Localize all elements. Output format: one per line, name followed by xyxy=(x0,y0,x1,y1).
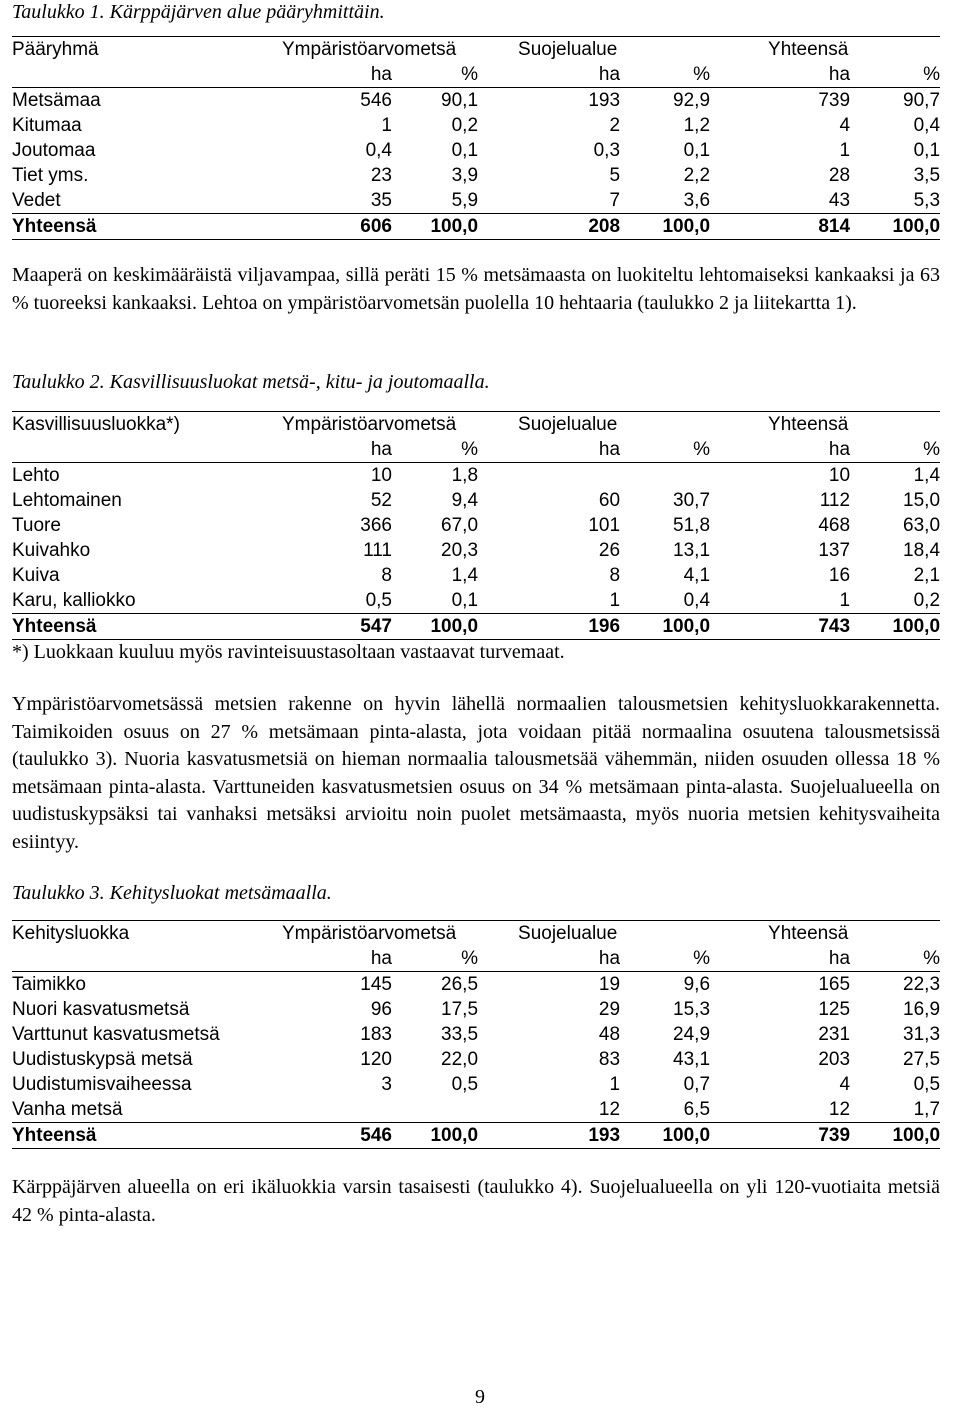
table-cell: 30,7 xyxy=(673,490,711,511)
table-cell: 90,1 xyxy=(441,90,479,111)
table-cell: 0,4 xyxy=(913,115,941,136)
table-cell: 43,1 xyxy=(673,1049,711,1070)
table-cell: 26 xyxy=(598,540,621,561)
table-cell: 112 xyxy=(819,490,851,511)
unit-header: ha xyxy=(710,437,850,463)
table-row xyxy=(12,997,940,1022)
row-label: Varttunut kasvatusmetsä xyxy=(12,1024,220,1045)
table-cell: 0,4 xyxy=(365,140,392,161)
header-row xyxy=(12,921,940,947)
table-cell: 1,4 xyxy=(913,465,941,486)
total-cell: 739 xyxy=(710,1123,850,1149)
table-cell: 92,9 xyxy=(673,90,711,111)
table-cell: 10 xyxy=(828,465,851,486)
table-cell: 145 xyxy=(360,974,392,995)
table-cell: 15,0 xyxy=(903,490,941,511)
units-row xyxy=(12,437,940,463)
total-cell: 100,0 xyxy=(850,214,940,240)
table-cell: 203 xyxy=(818,1049,851,1070)
table-cell: 43 xyxy=(828,190,851,211)
table-cell: 1,2 xyxy=(683,115,711,136)
table-cell: 31,3 xyxy=(903,1024,941,1045)
table-cell: 90,7 xyxy=(903,90,941,111)
table-row xyxy=(12,463,940,489)
table-cell: 9,6 xyxy=(683,974,711,995)
total-row xyxy=(12,214,940,240)
header-row xyxy=(12,37,940,63)
table-cell: 8 xyxy=(609,565,621,586)
table-cell: 8 xyxy=(381,565,392,586)
table-cell: 9,4 xyxy=(451,490,479,511)
table-cell: 0,1 xyxy=(683,140,711,161)
table-row xyxy=(12,1022,940,1047)
table-cell: 468 xyxy=(818,515,851,536)
table-row xyxy=(12,1047,940,1072)
unit-header: ha xyxy=(270,437,392,463)
unit-header: % xyxy=(620,437,710,463)
table-cell: 10 xyxy=(370,465,392,486)
column-group-header: Ympäristöarvometsä xyxy=(270,921,478,947)
table1-caption: Taulukko 1. Kärppäjärven alue pääryhmittäin. xyxy=(12,1,385,23)
table-cell: 67,0 xyxy=(441,515,479,536)
table-cell: 26,5 xyxy=(441,974,479,995)
row-label: Uudistumisvaiheessa xyxy=(12,1074,192,1095)
page-number: 9 xyxy=(475,1386,485,1408)
table-cell: 0,5 xyxy=(913,1074,941,1095)
table-cell: 0,1 xyxy=(913,140,941,161)
unit-header: % xyxy=(620,946,710,972)
table-cell: 12 xyxy=(598,1099,621,1120)
table-cell: 5 xyxy=(609,165,621,186)
table-row xyxy=(12,972,940,998)
column-header-label: Kehitysluokka xyxy=(12,921,270,947)
unit-header: % xyxy=(850,62,940,88)
column-header-label: Kasvillisuusluokka*) xyxy=(12,412,270,438)
table-cell: 193 xyxy=(588,90,621,111)
table-cell: 1,4 xyxy=(451,565,479,586)
unit-header: ha xyxy=(710,62,850,88)
table-cell: 0,5 xyxy=(365,590,392,611)
table-cell: 0,2 xyxy=(451,115,479,136)
unit-header: ha xyxy=(710,946,850,972)
table-cell: 0,4 xyxy=(683,590,711,611)
table-cell xyxy=(478,463,620,489)
column-header-label: Pääryhmä xyxy=(12,37,270,63)
units-spacer xyxy=(12,62,270,88)
table-cell: 5,3 xyxy=(913,190,941,211)
unit-header: % xyxy=(392,946,478,972)
table-cell: 546 xyxy=(360,90,392,111)
unit-header: ha xyxy=(478,62,620,88)
table-cell: 0,5 xyxy=(451,1074,479,1095)
table-cell: 0,1 xyxy=(451,140,479,161)
table-row xyxy=(12,538,940,563)
column-group-header: Ympäristöarvometsä xyxy=(270,412,478,438)
table2-caption: Taulukko 2. Kasvillisuusluokat metsä-, kitu- ja joutomaalla. xyxy=(12,371,490,393)
table-cell: 7 xyxy=(609,190,621,211)
table-cell: 13,1 xyxy=(673,540,711,561)
table-cell: 1 xyxy=(381,115,392,136)
total-cell: 100,0 xyxy=(392,614,478,640)
table-row xyxy=(12,138,940,163)
table-cell: 16 xyxy=(828,565,851,586)
table-cell: 29 xyxy=(598,999,621,1020)
total-cell: 100,0 xyxy=(620,1123,710,1149)
table-row xyxy=(12,188,940,214)
table-cell: 22,3 xyxy=(903,974,941,995)
table-cell: 0,1 xyxy=(451,590,479,611)
column-group-header: Suojelualue xyxy=(478,921,710,947)
row-label: Tuore xyxy=(12,515,61,536)
table-cell: 35 xyxy=(370,190,392,211)
unit-header: ha xyxy=(478,946,620,972)
table-cell: 20,3 xyxy=(441,540,479,561)
total-label: Yhteensä xyxy=(12,614,270,640)
row-label: Karu, kalliokko xyxy=(12,590,136,611)
table-row xyxy=(12,563,940,588)
column-group-header: Yhteensä xyxy=(710,921,940,947)
row-label: Lehto xyxy=(12,465,60,486)
unit-header: % xyxy=(620,62,710,88)
table-cell: 3,9 xyxy=(451,165,479,186)
table-cell: 51,8 xyxy=(673,515,711,536)
table-cell: 28 xyxy=(828,165,851,186)
row-label: Nuori kasvatusmetsä xyxy=(12,999,190,1020)
table1 xyxy=(12,36,940,240)
units-row xyxy=(12,946,940,972)
unit-header: % xyxy=(850,946,940,972)
column-group-header: Yhteensä xyxy=(710,37,940,63)
table-cell: 1,7 xyxy=(913,1099,941,1120)
table-cell xyxy=(620,463,710,489)
total-row xyxy=(12,614,940,640)
table-cell: 165 xyxy=(818,974,851,995)
table-cell: 23 xyxy=(370,165,392,186)
table-cell: 0,3 xyxy=(593,140,621,161)
table-cell: 22,0 xyxy=(441,1049,479,1070)
row-label: Taimikko xyxy=(12,974,86,995)
table-cell: 4 xyxy=(839,115,851,136)
table-cell: 366 xyxy=(360,515,392,536)
total-cell: 193 xyxy=(478,1123,620,1149)
total-cell: 743 xyxy=(710,614,850,640)
table-cell: 3,6 xyxy=(683,190,711,211)
unit-header: ha xyxy=(270,946,392,972)
column-group-header: Suojelualue xyxy=(478,412,710,438)
table-cell: 125 xyxy=(818,999,851,1020)
table3-caption: Taulukko 3. Kehitysluokat metsämaalla. xyxy=(12,882,332,904)
table-cell: 1,8 xyxy=(451,465,479,486)
row-label: Metsämaa xyxy=(12,90,101,111)
table-cell: 52 xyxy=(370,490,392,511)
table-cell: 1 xyxy=(609,590,621,611)
units-row xyxy=(12,62,940,88)
row-label: Uudistuskypsä metsä xyxy=(12,1049,193,1070)
row-label: Joutomaa xyxy=(12,140,96,161)
row-label: Kuiva xyxy=(12,565,60,586)
table-cell: 15,3 xyxy=(673,999,711,1020)
table-cell: 2,2 xyxy=(683,165,711,186)
table-cell: 33,5 xyxy=(441,1024,479,1045)
table-cell: 5,9 xyxy=(451,190,479,211)
total-cell: 100,0 xyxy=(620,614,710,640)
table2 xyxy=(12,411,940,640)
total-label: Yhteensä xyxy=(12,1123,270,1149)
units-spacer xyxy=(12,437,270,463)
table-cell xyxy=(392,1097,478,1123)
table-row xyxy=(12,513,940,538)
row-label: Lehtomainen xyxy=(12,490,122,511)
row-label: Kitumaa xyxy=(12,115,82,136)
table-row xyxy=(12,1097,940,1123)
unit-header: % xyxy=(850,437,940,463)
unit-header: % xyxy=(392,62,478,88)
table-cell: 2 xyxy=(609,115,621,136)
table-row xyxy=(12,1072,940,1097)
table-cell: 111 xyxy=(363,540,392,561)
table-cell: 739 xyxy=(818,90,851,111)
table-cell: 16,9 xyxy=(903,999,941,1020)
table-cell: 120 xyxy=(360,1049,392,1070)
table-cell: 0,7 xyxy=(683,1074,711,1095)
table-cell xyxy=(270,1097,392,1123)
units-spacer xyxy=(12,946,270,972)
table-cell: 12 xyxy=(828,1099,851,1120)
table-cell: 19 xyxy=(598,974,621,995)
paragraph-soil: Maaperä on keskimääräistä viljavampaa, sillä peräti 15 % metsämaasta on luokiteltu lehtomaiseksi kankaaksi ja 63 % tuoreeksi kankaaksi. Lehtoa on ympäristöarvometsän puolella 10 hehtaaria (taulukko 2 ja liitekartta 1). xyxy=(12,264,940,314)
table-row xyxy=(12,113,940,138)
table-cell: 4,1 xyxy=(683,565,711,586)
total-cell: 196 xyxy=(478,614,620,640)
table-cell: 63,0 xyxy=(903,515,941,536)
unit-header: % xyxy=(392,437,478,463)
table-cell: 96 xyxy=(370,999,392,1020)
table-cell: 17,5 xyxy=(441,999,479,1020)
table-cell: 183 xyxy=(360,1024,392,1045)
row-label: Kuivahko xyxy=(12,540,91,561)
column-group-header: Yhteensä xyxy=(710,412,940,438)
total-cell: 547 xyxy=(270,614,392,640)
table-cell: 60 xyxy=(598,490,621,511)
row-label: Tiet yms. xyxy=(12,165,89,186)
table-cell: 101 xyxy=(588,515,621,536)
table-row xyxy=(12,488,940,513)
table-cell: 137 xyxy=(818,540,851,561)
column-group-header: Ympäristöarvometsä xyxy=(270,37,478,63)
table-cell: 24,9 xyxy=(673,1024,711,1045)
table-cell: 0,2 xyxy=(913,590,941,611)
table-cell: 3,5 xyxy=(913,165,941,186)
table-row xyxy=(12,163,940,188)
table-cell: 27,5 xyxy=(903,1049,941,1070)
total-label: Yhteensä xyxy=(12,214,270,240)
table-cell: 3 xyxy=(381,1074,392,1095)
unit-header: ha xyxy=(270,62,392,88)
table-row xyxy=(12,88,940,114)
table-row xyxy=(12,588,940,614)
paragraph-age-classes: Kärppäjärven alueella on eri ikäluokkia varsin tasaisesti (taulukko 4). Suojelualueella on yli 120-vuotiaita metsiä 42 % pinta-alasta. xyxy=(12,1176,940,1226)
table-cell: 1 xyxy=(839,590,851,611)
table-cell: 6,5 xyxy=(683,1099,711,1120)
total-row xyxy=(12,1123,940,1149)
table-cell: 18,4 xyxy=(903,540,941,561)
paragraph-structure: Ympäristöarvometsässä metsien rakenne on hyvin lähellä normaalien talousmetsien kehitysluokkarakennetta. Taimikoiden osuus on 27 % metsämaan pinta-alasta, jota voidaan pitää normaalina osuutena talousmetsissä (taulukko 3). Nuoria kasvatusmetsiä on hieman normaalia talousmetsää vähemmän, niiden osuuden ollessa 18 % metsämaan pinta-alasta. Varttuneiden kasvatusmetsien osuus on 34 % metsämaan pinta-alasta. Suojelualueella on uudistuskypsäksi tai vanhaksi metsäksi arvioitu noin puolet metsämaasta, myös nuoria metsien kehitysvaiheita esiintyy. xyxy=(12,693,940,853)
total-cell: 546 xyxy=(270,1123,392,1149)
total-cell: 100,0 xyxy=(392,1123,478,1149)
table-cell: 1 xyxy=(609,1074,621,1095)
total-cell: 100,0 xyxy=(392,214,478,240)
total-cell: 814 xyxy=(710,214,850,240)
table-cell: 4 xyxy=(839,1074,851,1095)
unit-header: ha xyxy=(478,437,620,463)
total-cell: 606 xyxy=(270,214,392,240)
table-cell: 48 xyxy=(598,1024,621,1045)
table-cell: 2,1 xyxy=(913,565,941,586)
table2-footnote: *) Luokkaan kuuluu myös ravinteisuustasoltaan vastaavat turvemaat. xyxy=(12,641,565,663)
table3 xyxy=(12,920,940,1149)
column-group-header: Suojelualue xyxy=(478,37,710,63)
total-cell: 100,0 xyxy=(620,214,710,240)
total-cell: 100,0 xyxy=(850,614,940,640)
row-label: Vanha metsä xyxy=(12,1099,123,1120)
table-cell: 1 xyxy=(839,140,851,161)
header-row xyxy=(12,412,940,438)
total-cell: 100,0 xyxy=(850,1123,940,1149)
table-cell: 83 xyxy=(598,1049,621,1070)
total-cell: 208 xyxy=(478,214,620,240)
row-label: Vedet xyxy=(12,190,61,211)
table-cell: 231 xyxy=(818,1024,851,1045)
